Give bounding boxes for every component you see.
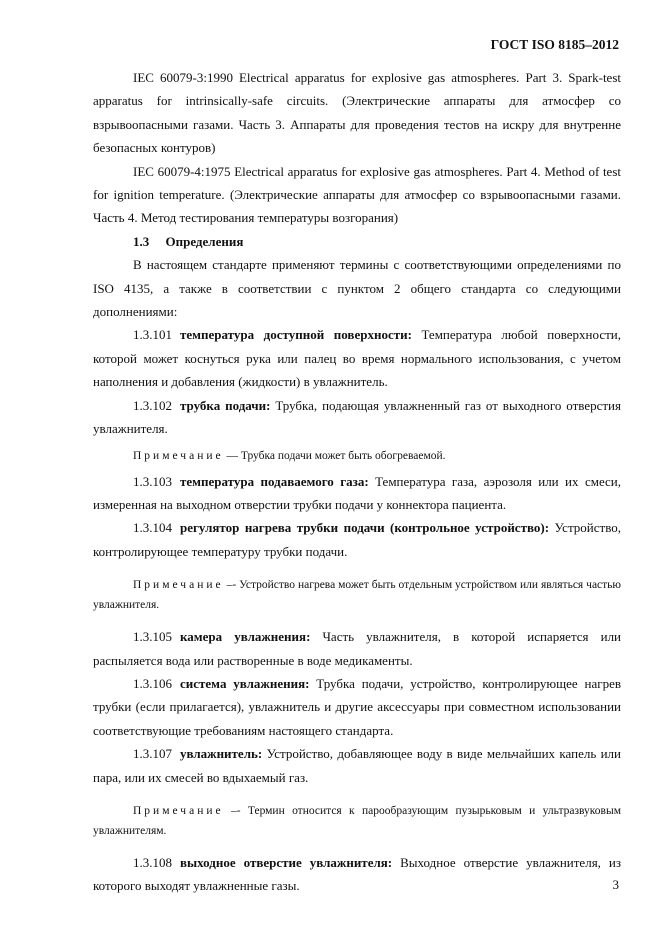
note <box>93 801 621 841</box>
term-number: 1.3.105 <box>133 629 172 645</box>
note <box>93 446 621 466</box>
term-definition <box>93 516 621 563</box>
note-text: Трубка подачи может быть обогреваемой. <box>240 449 446 462</box>
note-dash: –- <box>230 804 241 817</box>
term-number: 1.3.107 <box>133 746 172 762</box>
term-number: 1.3.102 <box>133 397 172 413</box>
section-title: Определения <box>165 233 244 249</box>
term-name: трубка подачи: <box>180 397 271 413</box>
note-dash: — <box>226 449 238 462</box>
note-label: Примечание <box>133 804 224 817</box>
term-name: температура доступной поверхности: <box>180 327 412 343</box>
term-definition <box>93 672 621 742</box>
note-text: Термин относится к парообразующим пузырьковым и ультразвуковым увлажнителям. <box>93 804 621 837</box>
intro-paragraph: В настоящем стандарте применяют термины с соответствующими определениями по ISO 4135, а также в соответствии с пунктом 2 общего стандарта со следующими дополнениями: <box>93 257 621 320</box>
term-number: 1.3.108 <box>133 854 172 870</box>
term-definition <box>93 851 621 898</box>
term-definition <box>93 470 621 517</box>
note <box>93 575 621 615</box>
document-body <box>93 66 621 898</box>
section-heading <box>93 230 621 253</box>
term-name: регулятор нагрева трубки подачи (контрольное устройство): <box>180 520 550 536</box>
standard-title: ГОСТ ISO 8185–2012 <box>490 37 619 52</box>
term-text: Часть увлажнителя, в которой испаряется или распыляется вода или растворенные в воде медикаменты. <box>93 629 622 668</box>
term-number: 1.3.101 <box>133 327 172 343</box>
term-text: Устройство, контролирующее температуру трубки подачи. <box>93 520 621 559</box>
term-name: температура подаваемого газа: <box>180 473 369 489</box>
note-label: Примечание <box>133 579 224 592</box>
term-number: 1.3.106 <box>133 675 172 691</box>
term-name: выходное отверстие увлажнителя: <box>180 854 393 870</box>
term-text: Температура газа, аэрозоля или их смеси, измеренная на выходном отверстии трубки подачи у коннектора пациента. <box>93 473 622 512</box>
term-name: камера увлажнения: <box>180 629 311 645</box>
term-definition <box>93 625 621 672</box>
term-text: Выходное отверстие увлажнителя, из которого выходят увлажненные газы. <box>93 854 621 894</box>
term-name: увлажнитель: <box>180 746 263 762</box>
term-definition <box>93 394 621 441</box>
term-number: 1.3.103 <box>133 473 172 489</box>
term-name: система увлажнения: <box>180 675 310 691</box>
term-text: Трубка, подающая увлажненный газ от выходного отверстия увлажнителя. <box>93 397 621 437</box>
note-label: Примечание <box>133 449 224 462</box>
term-text: Устройство, добавляющее воду в виде мельчайших капель или пара, или их смесей во вдыхаемый газ. <box>93 746 622 785</box>
term-text: Температура любой поверхности, которой может коснуться рука или палец во время нормального использования, с учетом наполнения и добавления (жидкости) в увлажнитель. <box>93 327 621 390</box>
reference-paragraph: IEC 60079-4:1975 Electrical apparatus for explosive gas atmospheres. Part 4. Method of test for ignition temperature. (Электрические аппараты для атмосфер со взрывоопасными газами. Часть 4. Метод тестирования температуры возгорания) <box>93 163 621 226</box>
term-definition <box>93 742 621 789</box>
term-number: 1.3.104 <box>133 520 172 536</box>
reference-paragraph: IEC 60079-3:1990 Electrical apparatus for explosive gas atmospheres. Part 3. Spark-test apparatus for intrinsically-safe circuits. (Электрические аппараты для атмосфер со взрывоопасными газами. Часть 3. Аппараты для проведения тестов на искру для внутренне безопасных контуров) <box>93 70 621 156</box>
term-definition <box>93 323 621 393</box>
note-dash: –- <box>226 579 237 592</box>
section-number: 1.3 <box>133 233 150 249</box>
term-text: Трубка подачи, устройство, контролирующее нагрев трубки (если прилагается), увлажнитель и другие аксессуары при совместном использовании соответствующие требованиям настоящего стандарта. <box>93 675 621 738</box>
page-number: 3 <box>612 877 619 892</box>
note-text: Устройство нагрева может быть отдельным устройством или являться частью увлажнителя. <box>93 579 622 612</box>
